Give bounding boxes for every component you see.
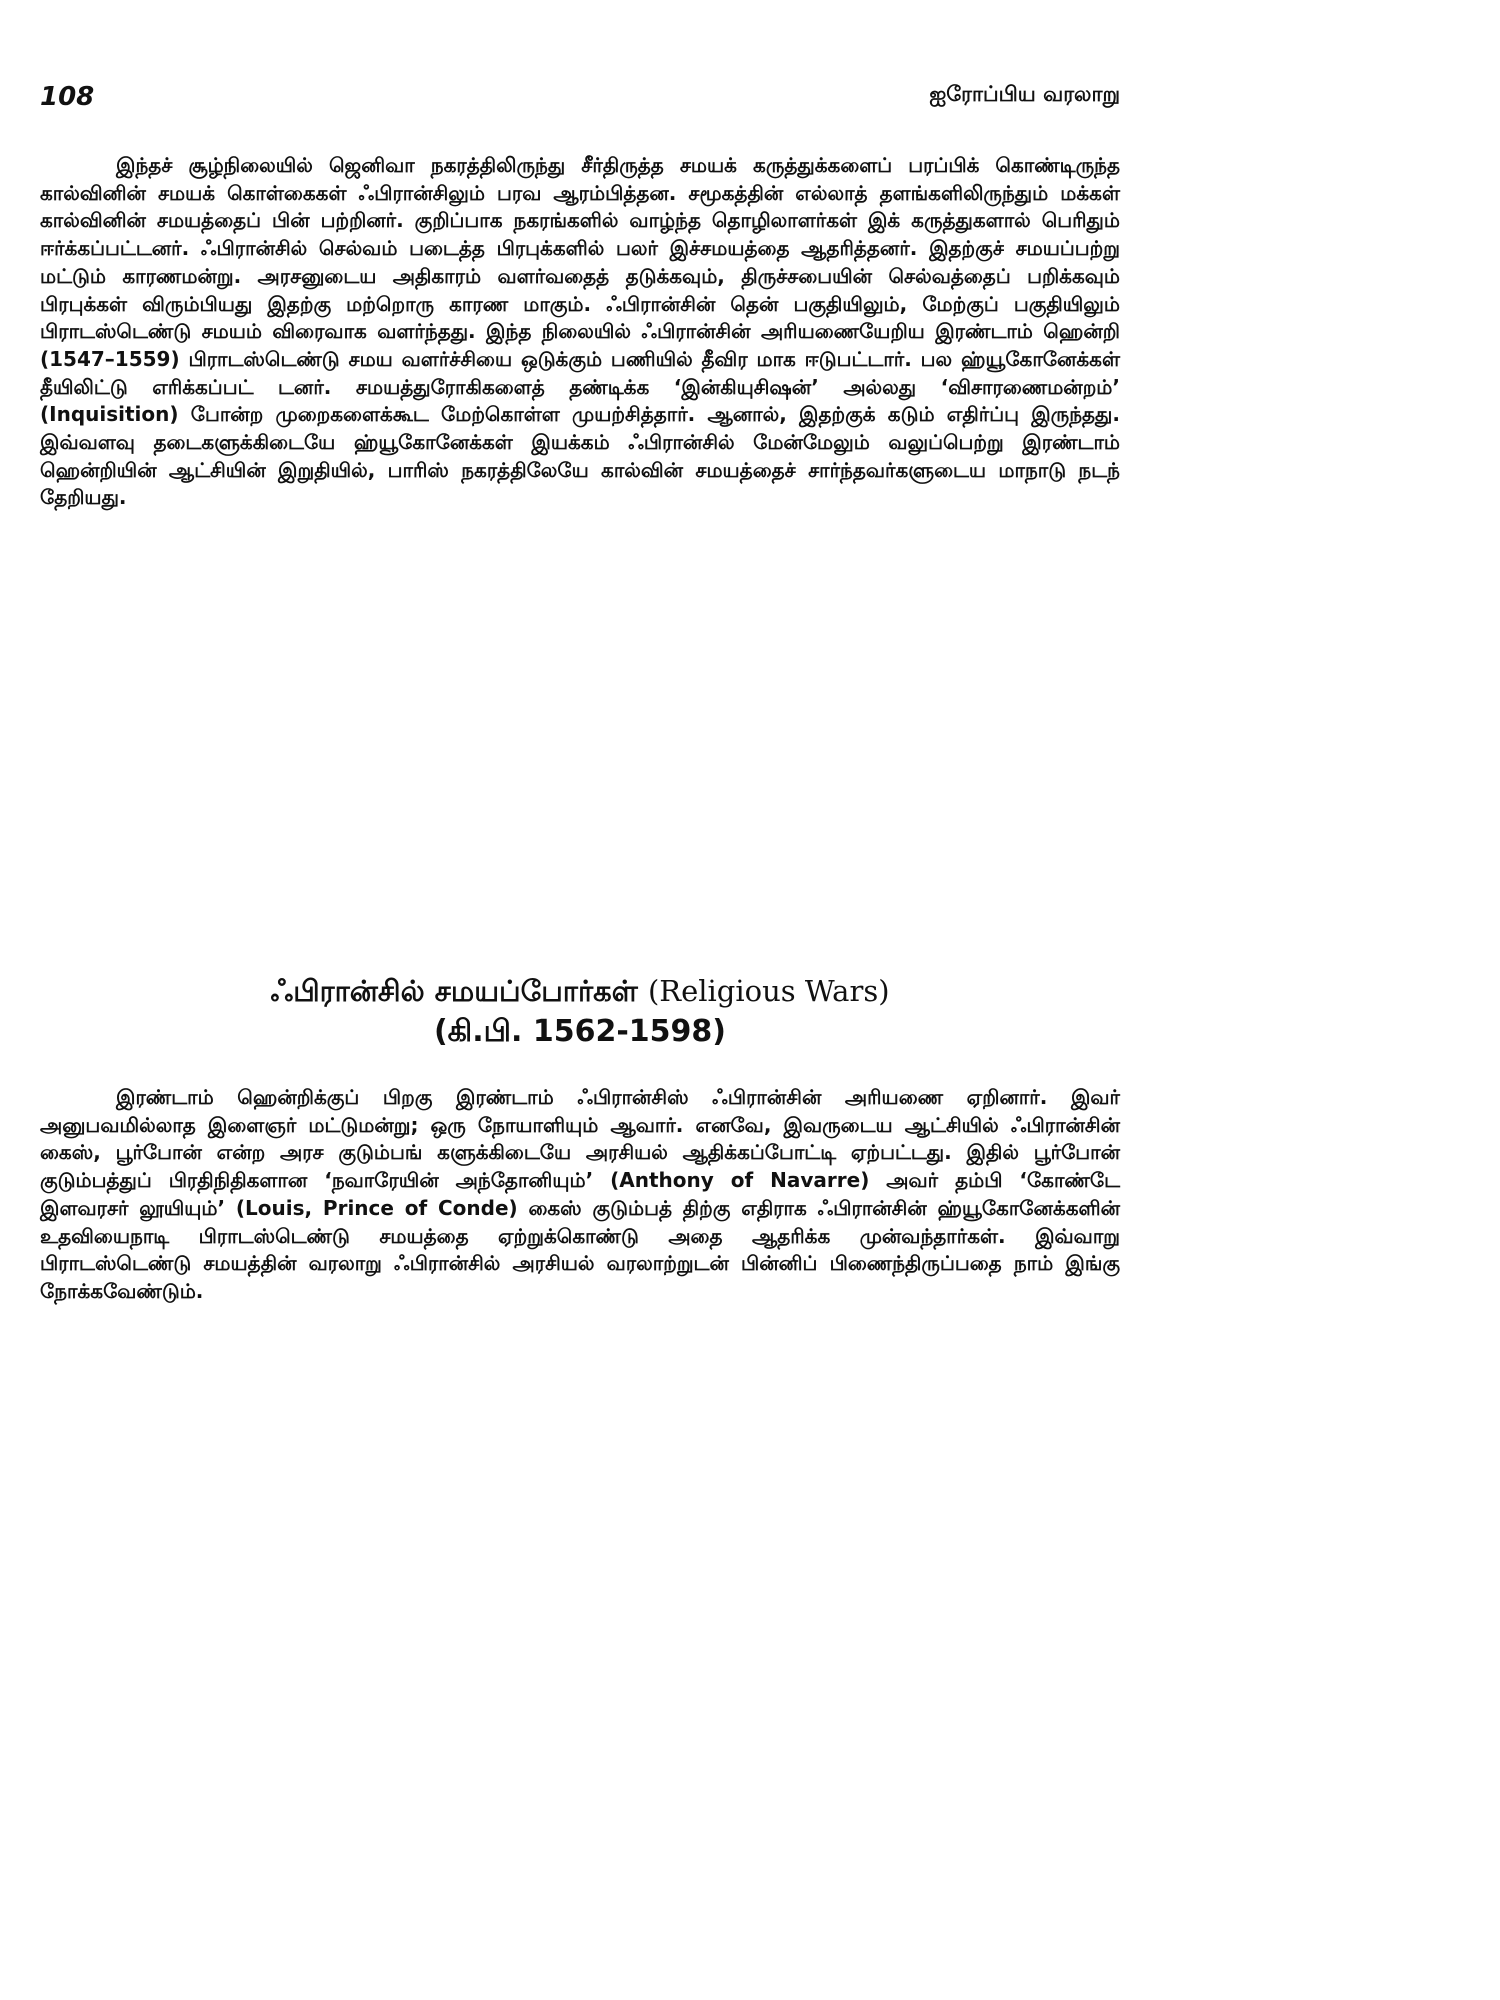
page-header	[40, 82, 1120, 122]
page-number: 108	[40, 82, 95, 112]
running-title: ஐரோப்பிய வரலாறு	[929, 82, 1120, 106]
section-heading-tamil: ஃபிரான்சில் சமயப்போர்கள்	[270, 974, 638, 1008]
section-heading-english: (Religious Wars)	[647, 974, 890, 1008]
section-heading-dates: (கி.பி. 1562-1598)	[433, 1014, 727, 1049]
section-heading	[40, 972, 1120, 1052]
section-heading-title	[40, 972, 1120, 1010]
body-paragraph-1: இந்தச் சூழ்நிலையில் ஜெனிவா நகரத்திலிருந்து சீர்திருத்த சமயக் கருத்துக்களைப் பரப்பிக் கொண்டிருந்த கால்வினின் சமயக் கொள்கைகள் ஃபிரான்சிலும் பரவ ஆரம்பித்தன. சமூகத்தின் எல்லாத் தளங்களிலிருந்தும் மக்கள் கால்வினின் சமயத்தைப் பின் பற்றினர். குறிப்பாக நகரங்களில் வாழ்ந்த தொழிலாளர்கள் இக் கருத்துகளால் பெரிதும் ஈர்க்கப்பட்டனர். ஃபிரான்சில் செல்வம் படைத்த பிரபுக்களில் பலர் இச்சமயத்தை ஆதரித்தனர். இதற்குச் சமயப்பற்று மட்டும் காரணமன்று. அரசனுடைய அதிகாரம் வளர்வதைத் தடுக்கவும், திருச்சபையின் செல்வத்தைப் பறிக்கவும் பிரபுக்கள் விரும்பியது இதற்கு மற்றொரு காரண மாகும். ஃபிரான்சின் தென் பகுதியிலும், மேற்குப் பகுதியிலும் பிராடஸ்டெண்டு சமயம் விரைவாக வளர்ந்தது. இந்த நிலையில் ஃபிரான்சின் அரியணையேறிய இரண்டாம் ஹென்றி (1547–1559) பிராடஸ்டெண்டு சமய வளர்ச்சியை ஒடுக்கும் பணியில் தீவிர மாக ஈடுபட்டார். பல ஹ்யூகோனேக்கள் தீயிலிட்டு எரிக்கப்பட் டனர். சமயத்துரோகிகளைத் தண்டிக்க ‘இன்கியுசிஷன்’ அல்லது ‘விசாரணைமன்றம்’ (Inquisition) போன்ற முறைகளைக்கூட மேற்கொள்ள முயற்சித்தார். ஆனால், இதற்குக் கடும் எதிர்ப்பு இருந்தது. இவ்வளவு தடைகளுக்கிடையே ஹ்யூகோனேக்கள் இயக்கம் ஃபிரான்சில் மேன்மேலும் வலுப்பெற்று இரண்டாம் ஹென்றியின் ஆட்சியின் இறுதியில், பாரிஸ் நகரத்திலேயே கால்வின் சமயத்தைச் சார்ந்தவர்களுடைய மாநாடு நடந் தேறியது.	[40, 153, 1120, 510]
body-paragraph-2: இரண்டாம் ஹென்றிக்குப் பிறகு இரண்டாம் ஃபிரான்சிஸ் ஃபிரான்சின் அரியணை ஏறினார். இவர் அனுபவமில்லாத இளைஞர் மட்டுமன்று; ஒரு நோயாளியும் ஆவார். எனவே, இவருடைய ஆட்சியில் ஃபிரான்சின் கைஸ், பூர்போன் என்ற அரச குடும்பங் களுக்கிடையே அரசியல் ஆதிக்கப்போட்டி ஏற்பட்டது. இதில் பூர்போன் குடும்பத்துப் பிரதிநிதிகளான ‘நவாரேயின் அந்தோனியும்’ (Anthony of Navarre) அவர் தம்பி ‘கோண்டே இளவரசர் லூயியும்’ (Louis, Prince of Conde) கைஸ் குடும்பத் திற்கு எதிராக ஃபிரான்சின் ஹ்யூகோனேக்களின் உதவியைநாடி பிராடஸ்டெண்டு சமயத்தை ஏற்றுக்கொண்டு அதை ஆதரிக்க முன்வந்தார்கள். இவ்வாறு பிராடஸ்டெண்டு சமயத்தின் வரலாறு ஃபிரான்சில் அரசியல் வரலாற்றுடன் பின்னிப் பிணைந்திருப்பதை நாம் இங்கு நோக்கவேண்டும்.	[40, 1085, 1120, 1303]
